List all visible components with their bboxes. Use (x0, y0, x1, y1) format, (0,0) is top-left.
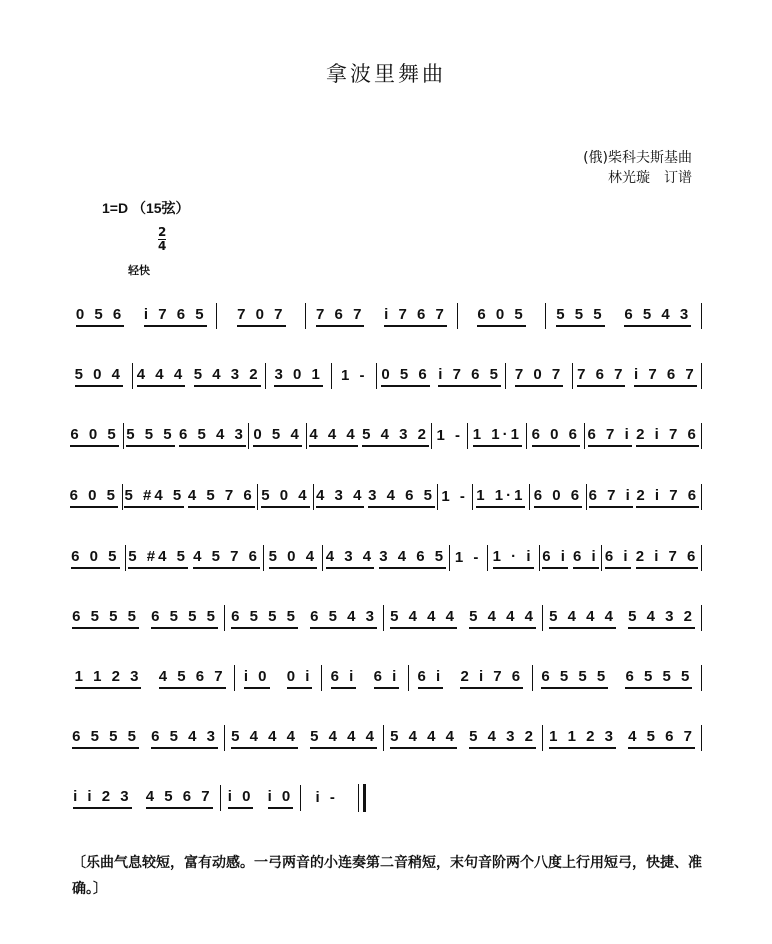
measure (585, 426, 701, 447)
note-group: 2 i 7 6 (636, 548, 699, 569)
note-group: i i 2 3 (73, 788, 132, 809)
measure (124, 426, 248, 447)
measure (543, 728, 701, 749)
note-group: i 7 6 7 (634, 366, 697, 387)
measure (123, 487, 257, 508)
note-group: 4 3 4 (326, 548, 374, 569)
note-group: 7 6 7 (316, 306, 364, 327)
note-group: 6 i (374, 668, 400, 689)
note-group: 4 4 4 (137, 366, 185, 387)
note-group: i 0 (244, 668, 270, 689)
score-line (66, 718, 702, 758)
note-group: i 7 6 5 (144, 306, 207, 327)
measure (530, 487, 586, 508)
note-group: 6 7 i (588, 426, 632, 447)
note-group: 4 4 4 (309, 426, 357, 447)
tempo-marking: 轻快 (128, 264, 150, 277)
note-group: 5 5 5 (126, 426, 174, 447)
note-group: i 7 6 7 (384, 306, 447, 327)
measure (249, 426, 306, 447)
measure (322, 668, 408, 689)
arranger: 林光璇 订谱 (608, 170, 692, 186)
note-group: 6 0 6 (534, 487, 582, 508)
note-group: 5 4 4 4 (469, 608, 536, 629)
score-line (66, 477, 702, 517)
note-group: 6 7 i (589, 487, 633, 508)
note-group: 7 0 7 (515, 366, 563, 387)
measure (573, 366, 701, 387)
note-group: 6 5 4 3 (624, 306, 691, 327)
measure (323, 548, 449, 569)
measure (221, 788, 301, 809)
measure (306, 306, 456, 327)
measure (217, 306, 305, 327)
note-group: 0 5 6 (76, 306, 124, 327)
measure (314, 487, 437, 508)
note-group: 5 4 4 4 (549, 608, 616, 629)
barline (701, 545, 702, 571)
note-group: 3 0 1 (274, 366, 322, 387)
note-group: 1 1·1 (476, 487, 525, 508)
measure (66, 728, 224, 749)
note-group: i - (315, 788, 338, 806)
note-group: 5 4 4 4 (390, 608, 457, 629)
measure (506, 366, 572, 387)
note-group: 6 0 5 (477, 306, 525, 327)
measure (450, 549, 487, 568)
note-group: 5 4 3 2 (469, 728, 536, 749)
note-group: 6 5 5 5 (72, 728, 139, 749)
note-group: 5 4 4 4 (231, 728, 298, 749)
measure (66, 668, 234, 689)
note-group: 4 5 7 6 (188, 487, 255, 508)
time-signature (158, 226, 166, 253)
measure (384, 608, 542, 629)
note-group: 1 - (436, 426, 463, 444)
barline (701, 665, 702, 691)
note-group: i 7 6 5 (438, 366, 501, 387)
note-group: 1 1 2 3 (75, 668, 142, 689)
measure (225, 608, 383, 629)
barline (701, 725, 702, 751)
measure (409, 668, 532, 689)
barline (701, 303, 702, 329)
barline (701, 363, 702, 389)
note-group: 1 · i (493, 548, 534, 569)
note-group: 6 5 5 5 (541, 668, 608, 689)
measure (307, 426, 431, 447)
measure (264, 548, 323, 569)
note-group: 6 5 4 3 (151, 728, 218, 749)
measure (473, 487, 530, 508)
score-line (66, 778, 366, 818)
note-group: 6 0 5 (70, 426, 118, 447)
score-line (66, 356, 702, 396)
note-group: 0 5 4 (253, 426, 301, 447)
note-group: 2 i 7 6 (460, 668, 523, 689)
measure (266, 366, 332, 387)
measure (66, 306, 216, 327)
note-group: 6 i (573, 548, 599, 569)
note-group: 0 i (287, 668, 313, 689)
score-line (66, 416, 702, 456)
measure (332, 367, 376, 386)
note-group: 5 4 4 4 (390, 728, 457, 749)
note-group: 3 4 6 5 (379, 548, 446, 569)
note-group: 5 #4 5 (124, 487, 184, 508)
note-group: 5 0 4 (75, 366, 123, 387)
note-group: 5 4 3 2 (628, 608, 695, 629)
note-group: 5 #4 5 (128, 548, 188, 569)
note-group: 4 5 6 7 (159, 668, 226, 689)
note-group: 1 - (340, 366, 368, 384)
time-bottom: 4 (158, 239, 167, 253)
barline (701, 484, 702, 510)
note-group: i 0 (268, 788, 294, 809)
note-group: 4 5 7 6 (193, 548, 260, 569)
note-group: 1 - (454, 548, 482, 566)
barline (701, 605, 702, 631)
note-group: 6 5 4 3 (179, 426, 246, 447)
measure (66, 788, 220, 809)
measure (66, 366, 132, 387)
measure (126, 548, 263, 569)
note-group: 6 0 5 (71, 548, 119, 569)
measure (235, 668, 321, 689)
measure (543, 608, 701, 629)
measure (602, 548, 701, 569)
measure (488, 548, 539, 569)
note-group: 6 5 5 5 (72, 608, 139, 629)
note-group: 6 5 5 5 (625, 668, 692, 689)
note-group: 6 0 6 (532, 426, 580, 447)
note-group: 6 i (418, 668, 444, 689)
composer-credit (583, 148, 692, 188)
measure (438, 488, 472, 507)
measure (432, 427, 467, 446)
note-group: 6 0 5 (70, 487, 118, 508)
measure (458, 306, 546, 327)
note-group: 1 1·1 (473, 426, 522, 447)
note-group: 5 5 5 (556, 306, 604, 327)
note-group: 4 3 4 (316, 487, 364, 508)
note-group: 4 5 6 7 (146, 788, 213, 809)
note-group: 6 5 5 5 (151, 608, 218, 629)
measure (66, 608, 224, 629)
measure (66, 426, 123, 447)
note-group: 0 5 6 (381, 366, 429, 387)
score-line (66, 658, 702, 698)
note-group: 5 0 4 (269, 548, 317, 569)
measure (133, 366, 265, 387)
note-group: 7 6 7 (577, 366, 625, 387)
note-group: 5 0 4 (261, 487, 309, 508)
measure (225, 728, 383, 749)
measure (301, 789, 352, 808)
note-group: 6 5 5 5 (231, 608, 298, 629)
measure (533, 668, 701, 689)
measure (587, 487, 701, 508)
score-title: 拿波里舞曲 (326, 62, 446, 86)
barline (701, 423, 702, 449)
note-group: 5 4 4 4 (310, 728, 377, 749)
score-line (66, 598, 702, 638)
note-group: 2 i 7 6 (636, 426, 699, 447)
note-group: 6 i (331, 668, 357, 689)
note-group: 7 0 7 (237, 306, 285, 327)
measure (546, 306, 701, 327)
measure (384, 728, 542, 749)
note-group: 1 - (441, 487, 468, 505)
note-group: 4 5 6 7 (628, 728, 695, 749)
note-group: 1 1 2 3 (549, 728, 616, 749)
note-group: 6 i (605, 548, 631, 569)
measure (66, 548, 125, 569)
note-group: i 0 (228, 788, 254, 809)
measure (66, 487, 122, 508)
composer: (俄)柴科夫斯基曲 (583, 150, 692, 166)
key-signature: 1=D （15弦） (102, 200, 190, 216)
note-group: 5 4 3 2 (362, 426, 429, 447)
score-line (66, 538, 702, 578)
note-group: 3 4 6 5 (368, 487, 435, 508)
time-top: 2 (158, 225, 167, 239)
note-group: 6 i (542, 548, 568, 569)
measure (377, 366, 505, 387)
measure (527, 426, 584, 447)
performance-note: 〔乐曲气息较短，富有动感。一弓两音的小连奏第二音稍短，末句音阶两个八度上行用短弓，快捷、准确。〕 (72, 855, 702, 897)
measure (468, 426, 526, 447)
measure (258, 487, 314, 508)
final-barline (358, 784, 366, 812)
note-group: 2 i 7 6 (636, 487, 699, 508)
score-line (66, 296, 702, 336)
note-group: 5 4 3 2 (194, 366, 261, 387)
measure (540, 548, 602, 569)
note-group: 6 5 4 3 (310, 608, 377, 629)
